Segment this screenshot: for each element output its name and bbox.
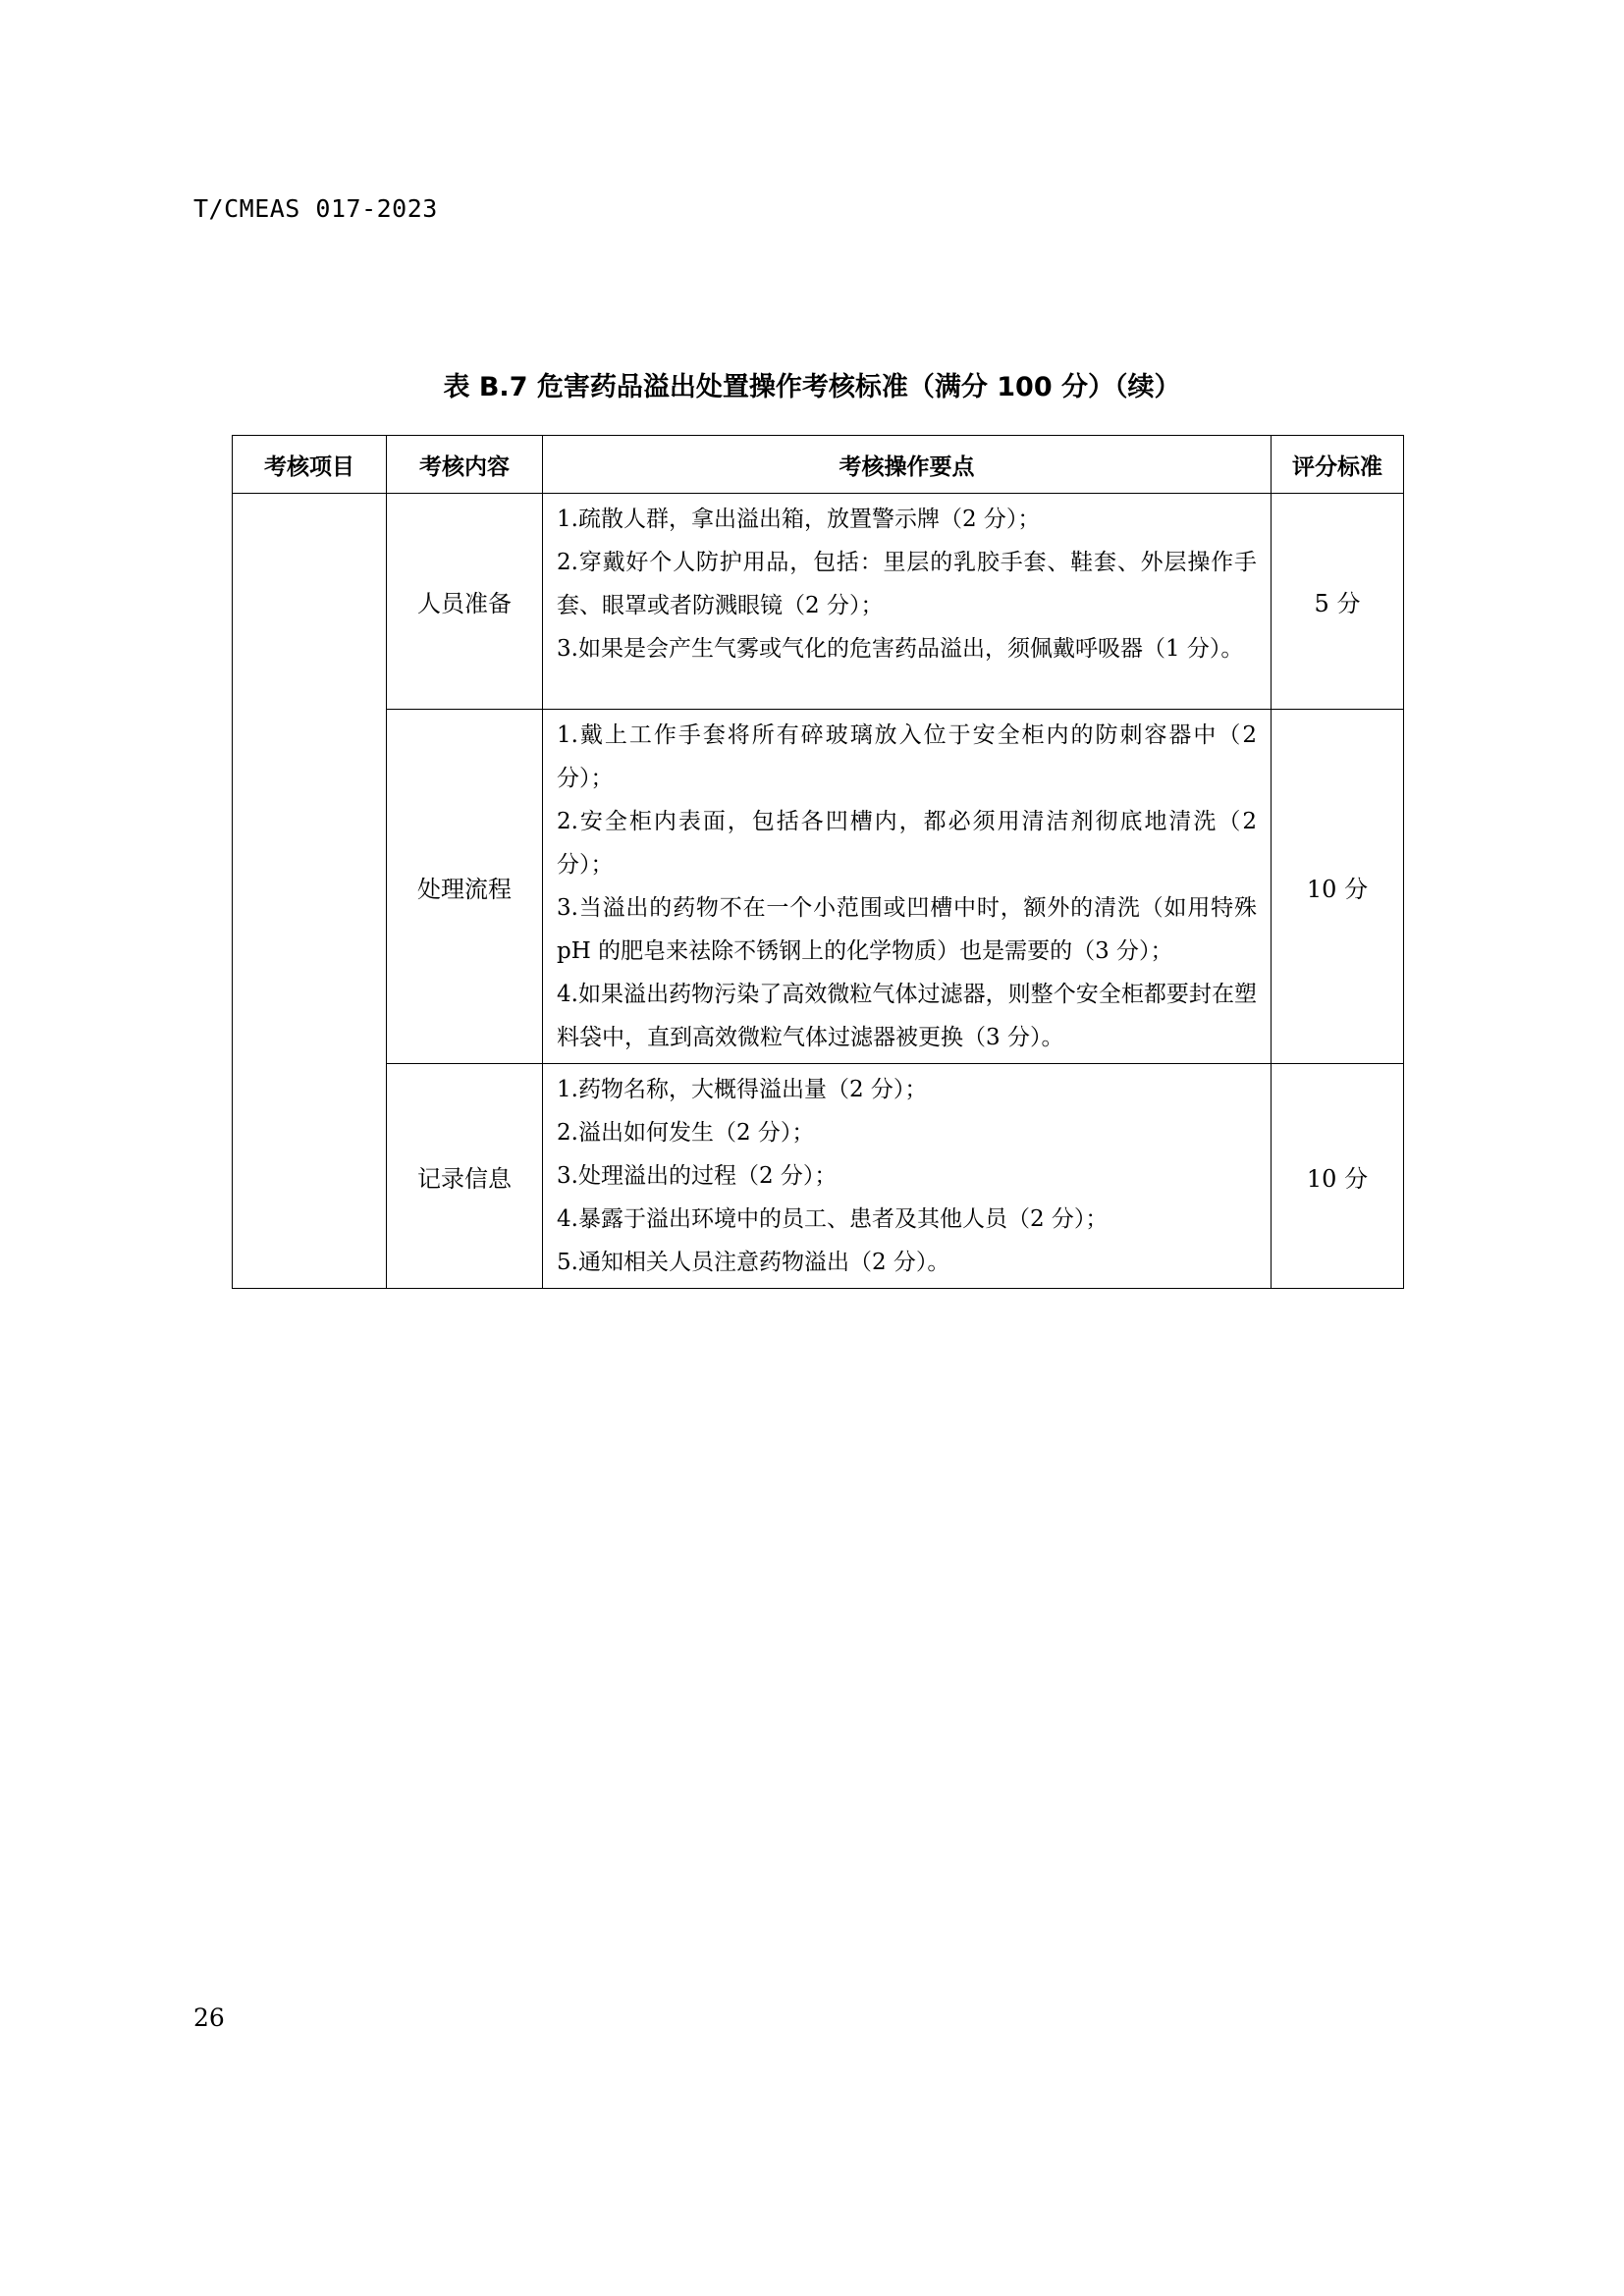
point-text: 4.暴露于溢出环境中的员工、患者及其他人员（2 分）；	[557, 1206, 1109, 1232]
assessment-table	[232, 435, 1404, 1289]
score-cell: 5 分	[1272, 494, 1404, 710]
assessment-item-cell	[233, 494, 387, 1289]
table-row	[233, 494, 1404, 710]
header-assessment-item: 考核项目	[233, 436, 387, 494]
point-text: 4.如果溢出药物污染了高效微粒气体过滤器，则整个安全柜都要封在塑料袋中，直到高效微粒气体过滤器被更换（3 分）。	[557, 982, 1257, 1050]
point-text: 1.药物名称，大概得溢出量（2 分）；	[557, 1077, 928, 1102]
content-cell: 处理流程	[387, 710, 543, 1064]
page-number: 26	[193, 2003, 225, 2032]
table-caption: 表 B.7 危害药品溢出处置操作考核标准（满分 100 分）（续）	[443, 372, 1181, 402]
point-text: 3.处理溢出的过程（2 分）；	[557, 1163, 838, 1189]
score-cell: 10 分	[1272, 710, 1404, 1064]
document-code: T/CMEAS 017-2023	[193, 194, 438, 223]
points-cell	[543, 710, 1272, 1064]
point-text: 2.溢出如何发生（2 分）；	[557, 1120, 815, 1146]
points-cell	[543, 494, 1272, 710]
points-cell	[543, 1064, 1272, 1289]
point-text: 3.当溢出的药物不在一个小范围或凹槽中时，额外的清洗（如用特殊 pH 的肥皂来祛除不锈钢上的化学物质）也是需要的（3 分）；	[557, 895, 1257, 964]
point-text: 3.如果是会产生气雾或气化的危害药品溢出，须佩戴呼吸器（1 分）。	[557, 636, 1244, 662]
header-assessment-content: 考核内容	[387, 436, 543, 494]
point-text: 2.安全柜内表面，包括各凹槽内，都必须用清洁剂彻底地清洗（2 分）；	[557, 809, 1257, 878]
point-text: 5.通知相关人员注意药物溢出（2 分）。	[557, 1250, 950, 1275]
content-cell: 人员准备	[387, 494, 543, 710]
header-operation-points: 考核操作要点	[543, 436, 1272, 494]
table-row	[233, 710, 1404, 1064]
score-cell: 10 分	[1272, 1064, 1404, 1289]
table-row	[233, 1064, 1404, 1289]
point-text: 1.疏散人群，拿出溢出箱，放置警示牌（2 分）；	[557, 507, 1041, 532]
point-text: 2.穿戴好个人防护用品，包括：里层的乳胶手套、鞋套、外层操作手套、眼罩或者防溅眼镜（2 分）；	[557, 550, 1257, 618]
point-text: 1.戴上工作手套将所有碎玻璃放入位于安全柜内的防刺容器中（2 分）；	[557, 722, 1257, 791]
table-header-row	[233, 436, 1404, 494]
header-scoring-standard: 评分标准	[1272, 436, 1404, 494]
content-cell: 记录信息	[387, 1064, 543, 1289]
